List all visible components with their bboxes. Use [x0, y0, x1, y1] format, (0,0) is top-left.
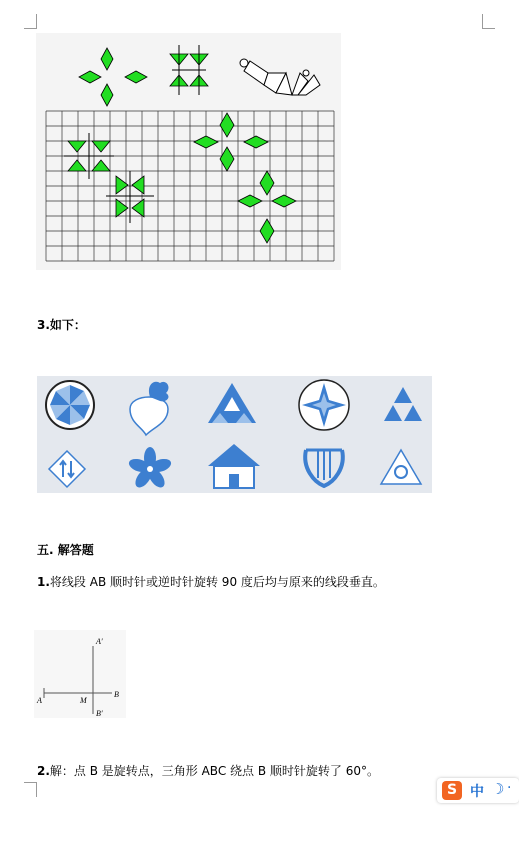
sogou-logo-icon[interactable]: S	[442, 781, 462, 800]
question-1-text: 将线段 AB 顺时针或逆时针旋转 90 度后均与原来的线段垂直。	[49, 575, 385, 589]
label-b: B	[114, 690, 119, 699]
question-2-number: 2.	[37, 764, 50, 778]
section-3-label: 3.如下：	[37, 318, 86, 332]
label-m: M	[80, 696, 87, 705]
page-corner-bottom-left	[24, 782, 37, 797]
label-b-prime: B′	[96, 709, 103, 718]
question-1	[37, 573, 385, 590]
label-a-prime: A′	[96, 637, 103, 646]
grid-pattern-figure	[36, 33, 341, 270]
page-corner-top-right	[482, 14, 495, 29]
segment-rotation-figure	[34, 630, 126, 718]
question-2	[37, 762, 379, 779]
label-a: A	[37, 696, 42, 705]
pinwheel-icon	[46, 381, 94, 429]
question-1-number: 1.	[37, 575, 50, 589]
ime-language-toggle[interactable]: 中	[470, 784, 484, 800]
ime-toolbar[interactable]	[437, 778, 519, 803]
question-2-text: 解：点 B 是旋转点，三角形 ABC 绕点 B 顺时针旋转了 60°。	[49, 764, 379, 778]
symmetry-icons-panel	[37, 376, 432, 493]
compass-star-icon	[299, 380, 349, 430]
punctuation-icon[interactable]: ·	[507, 780, 512, 796]
section-5-title: 五. 解答题	[37, 543, 94, 557]
moon-icon[interactable]: ☽	[491, 780, 505, 798]
page-corner-top-left	[24, 14, 37, 29]
